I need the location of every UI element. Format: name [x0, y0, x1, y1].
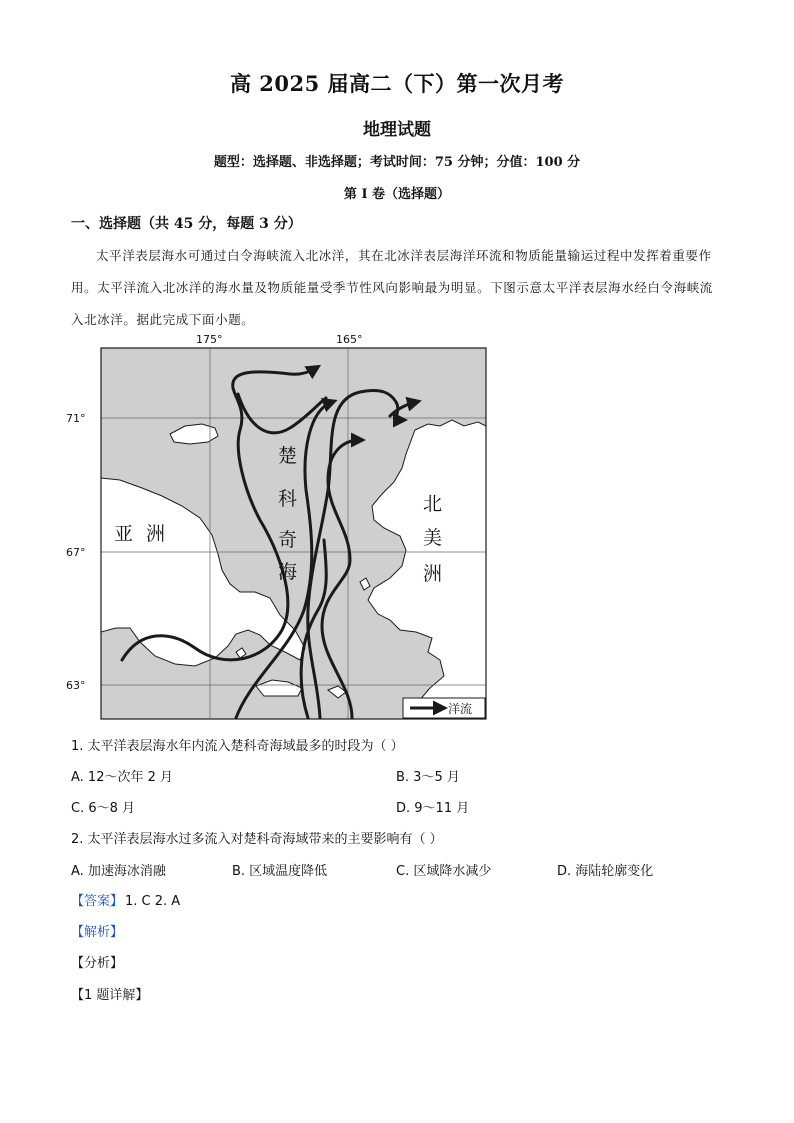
q1-option-d: D. 9～11 月	[396, 801, 470, 816]
na-label-2: 美	[423, 527, 443, 549]
q2-option-c: C. 区域降水减少	[396, 864, 492, 879]
question-1-stem: 1. 太平洋表层海水年内流入楚科奇海域最多的时段为（ ）	[71, 739, 404, 754]
answer-line	[71, 890, 180, 909]
sea-label-4: 海	[278, 561, 298, 583]
sea-label-1: 楚	[278, 445, 298, 467]
detail-line	[71, 984, 148, 1003]
lon-label-165: 165°	[336, 333, 363, 346]
fenxi-tag: 【分析】	[71, 956, 124, 971]
detail-tag: 【1 题详解】	[71, 988, 149, 1003]
question-2-stem: 2. 太平洋表层海水过多流入对楚科奇海域带来的主要影响有（ ）	[71, 832, 443, 847]
q1-option-a: A. 12～次年 2 月	[71, 770, 174, 785]
map-svg	[60, 330, 500, 725]
q2-option-d: D. 海陆轮廓变化	[557, 864, 654, 879]
fenxi-line	[71, 952, 123, 971]
lat-label-71: 71°	[66, 412, 86, 425]
intro-paragraph: 太平洋表层海水可通过白令海峡流入北冰洋，其在北冰洋表层海洋环流和物质能量输运过程中发挥着重要作用。太平洋流入北冰洋的海水量及物质能量受季节性风向影响最为明显。下图示意太平洋表层海水经白令海峡流入北冰洋。据此完成下面小题。	[71, 248, 713, 327]
sea-label-2: 科	[278, 488, 298, 510]
lat-label-63: 63°	[66, 679, 86, 692]
q2-option-b: B. 区域温度降低	[232, 864, 328, 879]
sea-label-3: 奇	[278, 529, 298, 551]
bering-strait-map	[60, 330, 500, 725]
exam-meta: 题型：选择题、非选择题；考试时间：75 分钟；分值：100 分	[213, 155, 581, 170]
lon-label-175: 175°	[196, 333, 223, 346]
q1-option-c: C. 6～8 月	[71, 801, 136, 816]
lat-label-67: 67°	[66, 546, 86, 559]
na-label-1: 北	[423, 493, 443, 515]
section-title: 一、选择题（共 45 分，每题 3 分）	[71, 216, 302, 232]
na-label-3: 洲	[423, 563, 443, 585]
q2-option-a: A. 加速海冰消融	[71, 864, 166, 879]
analysis-tag: 【解析】	[71, 925, 124, 940]
asia-label-1: 亚	[114, 523, 134, 545]
answer-text: 1. C 2. A	[125, 894, 181, 909]
exam-title: 高 2025 届高二（下）第一次月考	[229, 71, 565, 96]
asia-label-2: 洲	[146, 523, 166, 545]
analysis-line	[71, 921, 123, 940]
answer-tag: 【答案】	[71, 894, 124, 909]
legend-label: 洋流	[448, 702, 473, 716]
volume-title: 第 I 卷（选择题）	[343, 187, 451, 202]
q1-option-b: B. 3～5 月	[396, 770, 460, 785]
subject-title: 地理试题	[363, 120, 431, 140]
